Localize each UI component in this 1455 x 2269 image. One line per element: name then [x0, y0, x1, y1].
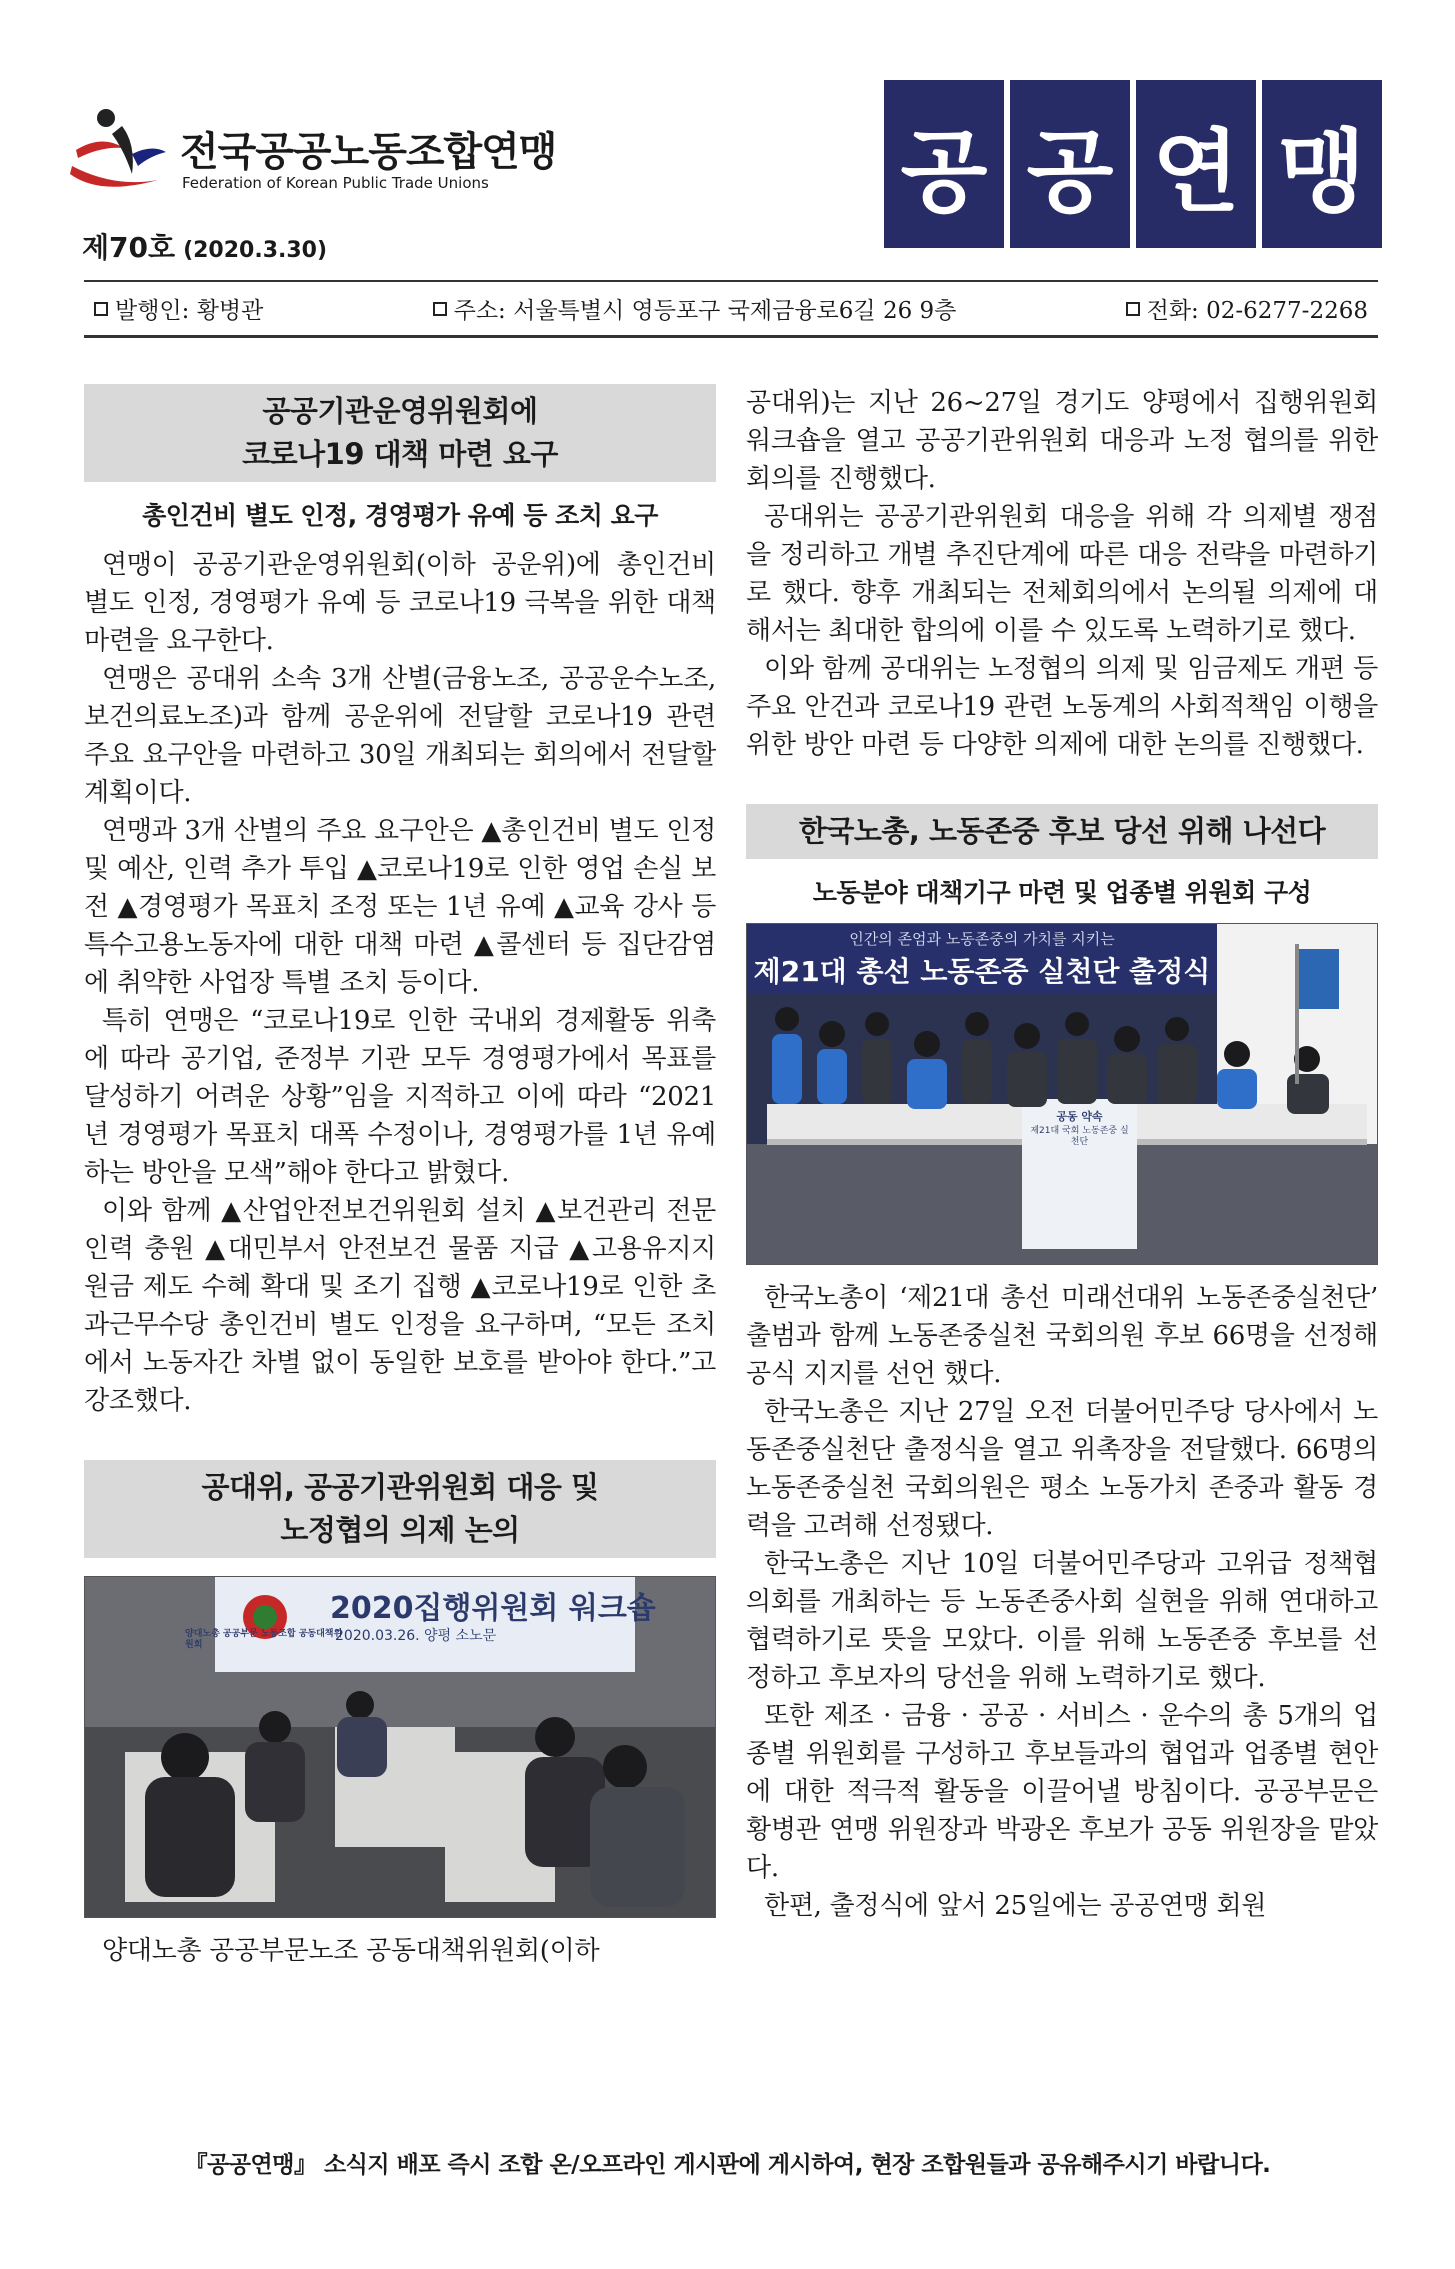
article3-title: 한국노총, 노동존중 후보 당선 위해 나선다	[746, 804, 1378, 859]
photo-banner-title: 2020집행위원회 워크숍	[330, 1591, 656, 1626]
square-bullet-icon	[94, 302, 108, 316]
article3-paragraph: 또한 제조 · 금융 · 공공 · 서비스 · 운수의 총 5개의 업종별 위원회를 구성하고 후보들과의 협업과 업종별 현안에 대한 적극적 활동을 이끌어낼 방침이다. 공공부문은 황병관 연맹 위원장과 박광온 후보가 공동 위원장을 맡았다.	[746, 1701, 1378, 1883]
article2-title-line2: 노정협의 의제 논의	[280, 1513, 520, 1547]
article2-title	[84, 1460, 716, 1558]
org-logo	[62, 100, 557, 210]
issue-date: (2020.3.30)	[183, 238, 328, 263]
masthead-char: 연	[1136, 80, 1256, 248]
article1-paragraph: 연맹과 3개 산별의 주요 요구안은 ▲총인건비 별도 인정 및 예산, 인력 추가 투입 ▲코로나19로 인한 영업 손실 보전 ▲경영평가 목표치 조정 또는 1년 유예 ▲교육 강사 등 특수고용노동자에 대한 대책 마련 ▲콜센터 등 집단감염에 취약한 사업장 특별 조치 등이다.	[84, 816, 716, 998]
photo-banner-date: 2020.03.26. 양평 소노문	[335, 1628, 497, 1644]
article2-paragraph-start: 양대노총 공공부문노조 공동대책위원회(이하	[102, 1936, 600, 1966]
workshop-photo	[84, 1576, 716, 1918]
article2-paragraph: 이와 함께 공대위는 노정협의 의제 및 임금제도 개편 등 주요 안건과 코로나19 관련 노동계의 사회적책임 이행을 위한 방안 마련 등 다양한 의제에 대한 논의를 진행했다.	[746, 654, 1378, 760]
square-bullet-icon	[433, 302, 447, 316]
address-text: 주소: 서울특별시 영등포구 국제금융로6길 26 9층	[453, 298, 957, 324]
article3-subtitle: 노동분야 대책기구 마련 및 업종별 위원회 구성	[812, 878, 1312, 907]
article1-subtitle: 총인건비 별도 인정, 경영평가 유예 등 조치 요구	[142, 501, 658, 530]
publisher-info	[94, 292, 263, 325]
article1-title-line1: 공공기관운영위원회에	[262, 394, 538, 428]
footer-notice: 『공공연맹』 소식지 배포 즉시 조합 온/오프라인 게시판에 게시하여, 현장 조합원들과 공유해주시기 바랍니다.	[184, 2152, 1271, 2178]
address-info	[433, 292, 957, 325]
photo-banner-left-text: 양대노총 공공부문 노동조합 공동대책위원회	[185, 1629, 343, 1650]
phone-info	[1126, 292, 1368, 325]
masthead-char: 공	[884, 80, 1004, 248]
phone-text: 전화: 02-6277-2268	[1146, 298, 1368, 324]
union-emblem-icon	[62, 104, 174, 204]
article1-paragraph: 이와 함께 ▲산업안전보건위원회 설치 ▲보건관리 전문인력 충원 ▲대민부서 안전보건 물품 지급 ▲고용유지지원금 제도 수혜 확대 및 조기 집행 ▲코로나19로 인한 초과근무수당 총인건비 별도 인정을 요구하며, “모든 조치에서 노동자간 차별 없이 동일한 보호를 받아야 한다.”고 강조했다.	[84, 1196, 716, 1416]
article3-paragraph: 한국노총은 지난 10일 더불어민주당과 고위급 정책협의회를 개최하는 등 노동존중사회 실현을 위해 연대하고 협력하기로 뜻을 모았다. 이를 위해 노동존중 후보를 선정하고 후보자의 당선을 위해 노력하기로 했다.	[746, 1549, 1378, 1693]
photo-banner-title: 제21대 총선 노동존중 실천단 출정식	[753, 955, 1211, 988]
issue-line	[82, 226, 327, 266]
masthead-title	[884, 80, 1382, 248]
article2-paragraph-continued: 공대위)는 지난 26~27일 경기도 양평에서 집행위원회 워크숍을 열고 공공기관위원회 대응과 노정 협의를 위한 회의를 진행했다.	[746, 388, 1378, 494]
issue-number: 제70호	[82, 231, 176, 264]
photo-banner-top: 인간의 존엄과 노동존중의 가치를 지키는	[849, 930, 1115, 948]
org-name-korean: 전국공공노동조합연맹	[180, 129, 557, 175]
article1-title-line2: 코로나19 대책 마련 요구	[242, 437, 558, 471]
article1-paragraph: 연맹은 공대위 소속 3개 산별(금융노조, 공공운수노조, 보건의료노조)과 함께 공운위에 전달할 코로나19 관련 주요 요구안을 마련하고 30일 개최되는 회의에서 전달할 계획이다.	[84, 664, 716, 808]
masthead-char: 공	[1010, 80, 1130, 248]
article3-paragraph: 한편, 출정식에 앞서 25일에는 공공연맹 회원	[764, 1891, 1267, 1921]
article2-paragraph: 공대위는 공공기관위원회 대응을 위해 각 의제별 쟁점을 정리하고 개별 추진단계에 따른 대응 전략을 마련하기로 했다. 향후 개최되는 전체회의에서 논의될 의제에 대해서는 최대한 합의에 이를 수 있도록 노력하기로 했다.	[746, 502, 1378, 646]
publisher-text: 발행인: 황병관	[115, 298, 264, 324]
launch-ceremony-photo	[746, 923, 1378, 1265]
article1-paragraph: 특히 연맹은 “코로나19로 인한 국내외 경제활동 위축에 따라 공기업, 준정부 기관 모두 경영평가에서 목표를 달성하기 어려운 상황”임을 지적하고 이에 따라 “2021년 경영평가 목표치 대폭 수정이나, 경영평가를 1년 유예하는 방안을 모색”해야 한다고 밝혔다.	[84, 1006, 716, 1188]
article3-paragraph: 한국노총이 ‘제21대 총선 미래선대위 노동존중실천단’ 출범과 함께 노동존중실천 국회의원 후보 66명을 선정해 공식 지지를 선언 했다.	[746, 1283, 1378, 1389]
publication-info-bar	[84, 280, 1378, 338]
article1-paragraph: 연맹이 공공기관운영위원회(이하 공운위)에 총인건비 별도 인정, 경영평가 유예 등 코로나19 극복을 위한 대책 마련을 요구한다.	[84, 550, 716, 656]
article1-title	[84, 384, 716, 482]
article2-title-line1: 공대위, 공공기관위원회 대응 및	[201, 1470, 599, 1504]
article3-paragraph: 한국노총은 지난 27일 오전 더불어민주당 당사에서 노동존중실천단 출정식을 열고 위촉장을 전달했다. 66명의 노동존중실천 국회의원은 평소 노동가치 존중과 활동 경력을 고려해 선정됐다.	[746, 1397, 1378, 1541]
photo-sign-line1: 공동 약속	[1056, 1110, 1103, 1123]
right-column	[746, 384, 1378, 1925]
left-column	[84, 384, 716, 1970]
masthead-char: 맹	[1262, 80, 1382, 248]
photo-sign-line2: 제21대 국회 노동존중 실천단	[1030, 1126, 1129, 1147]
org-name-english: Federation of Korean Public Trade Unions	[182, 174, 489, 192]
square-bullet-icon	[1126, 302, 1140, 316]
